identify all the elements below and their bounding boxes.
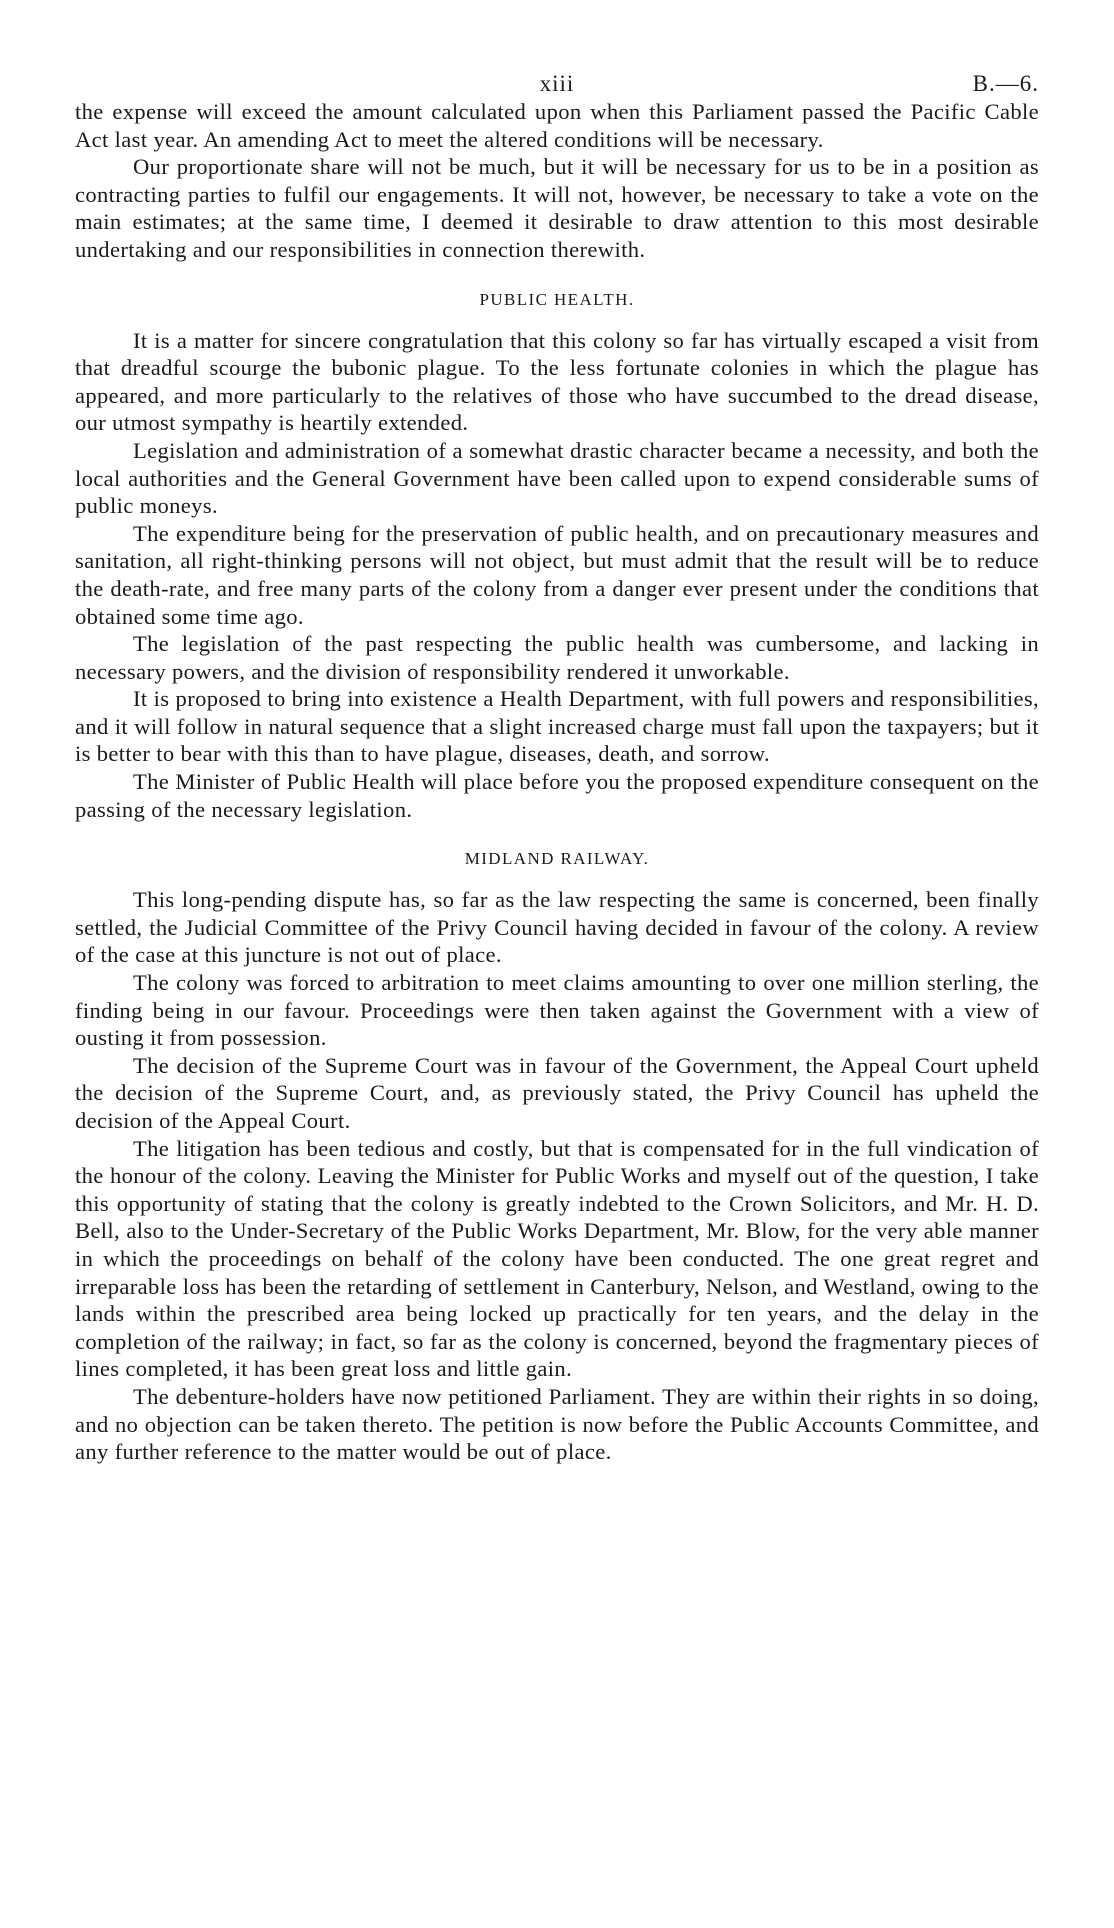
paragraph: The litigation has been tedious and costly, but that is compensated for in the full vindication of the honour of the colony. Leaving the Minister for Public Works and myself out of the question, I take this opportunity of stating that the colony is greatly indebted to the Crown Solicitors, and Mr. H. D. Bell, also to the Under-Secretary of the Public Works Department, Mr. Blow, for the very able manner in which the proceedings on behalf of the colony have been conducted. The one great regret and irreparable loss has been the retarding of settlement in Canterbury, Nelson, and Westland, owing to the lands within the prescribed area being locked up practically for ten years, and the delay in the completion of the railway; in fact, so far as the colony is concerned, beyond the fragmentary pieces of lines completed, it has been great loss and little gain. (75, 1135, 1039, 1382)
paragraph: This long-pending dispute has, so far as the law respecting the same is concerned, been finally settled, the Judicial Committee of the Privy Council having decided in favour of the colony. A review of the case at this juncture is not out of place. (75, 887, 1039, 968)
section-public-health (75, 288, 1039, 824)
paragraph: It is a matter for sincere congratulation that this colony so far has virtually escaped a visit from that dreadful scourge the bubonic plague. To the less fortunate colonies in which the plague has appeared, and more particularly to the relatives of those who have succumbed to the dread disease, our utmost sympathy is heartily extended. (75, 327, 1039, 436)
section-pacific-cable-continued (75, 98, 1039, 264)
running-head (75, 58, 1039, 98)
paragraph: The colony was forced to arbitration to meet claims amounting to over one million sterling, the finding being in our favour. Proceedings were then taken against the Government with a view of ousting it from possession. (75, 970, 1039, 1051)
paragraph: the expense will exceed the amount calculated upon when this Parliament passed the Pacific Cable Act last year. An amending Act to meet the altered conditions will be necessary. (75, 99, 1039, 152)
page-number: xiii (539, 71, 575, 96)
section-midland-railway (75, 847, 1039, 1465)
document-page (75, 58, 1039, 1466)
paragraph: The expenditure being for the preservation of public health, and on precautionary measures and sanitation, all right-thinking persons will not object, but must admit that the result will be to reduce the death-rate, and free many parts of the colony from a danger ever present under the conditions that obtained some time ago. (75, 520, 1039, 629)
section-heading: MIDLAND RAILWAY. (464, 849, 650, 869)
paragraph: The debenture-holders have now petitioned Parliament. They are within their rights in so doing, and no objection can be taken thereto. The petition is now before the Public Accounts Committee, and any further reference to the matter would be out of place. (75, 1383, 1039, 1465)
paragraph: Legislation and administration of a somewhat drastic character became a necessity, and both the local authorities and the General Government have been called upon to expend considerable sums of public moneys. (75, 437, 1039, 519)
paragraph: Our proportionate share will not be much, but it will be necessary for us to be in a position as contracting parties to fulfil our engagements. It will not, however, be necessary to take a vote on the main estimates; at the same time, I deemed it desirable to draw attention to this most desirable undertaking and our responsibilities in connection therewith. (75, 154, 1039, 262)
paragraph: It is proposed to bring into existence a Health Department, with full powers and responsibilities, and it will follow in natural sequence that a slight increased charge must fall upon the taxpayers; but it is better to bear with this than to have plague, diseases, death, and sorrow. (75, 686, 1039, 767)
document-reference: B.—6. (972, 71, 1039, 96)
paragraph: The Minister of Public Health will place before you the proposed expenditure consequent on the passing of the necessary legislation. (75, 769, 1039, 822)
paragraph: The legislation of the past respecting the public health was cumbersome, and lacking in necessary powers, and the division of responsibility rendered it unworkable. (75, 631, 1039, 684)
section-heading: PUBLIC HEALTH. (479, 289, 635, 309)
paragraph: The decision of the Supreme Court was in favour of the Government, the Appeal Court upheld the decision of the Supreme Court, and, as previously stated, the Privy Council has upheld the decision of the Appeal Court. (75, 1052, 1039, 1133)
